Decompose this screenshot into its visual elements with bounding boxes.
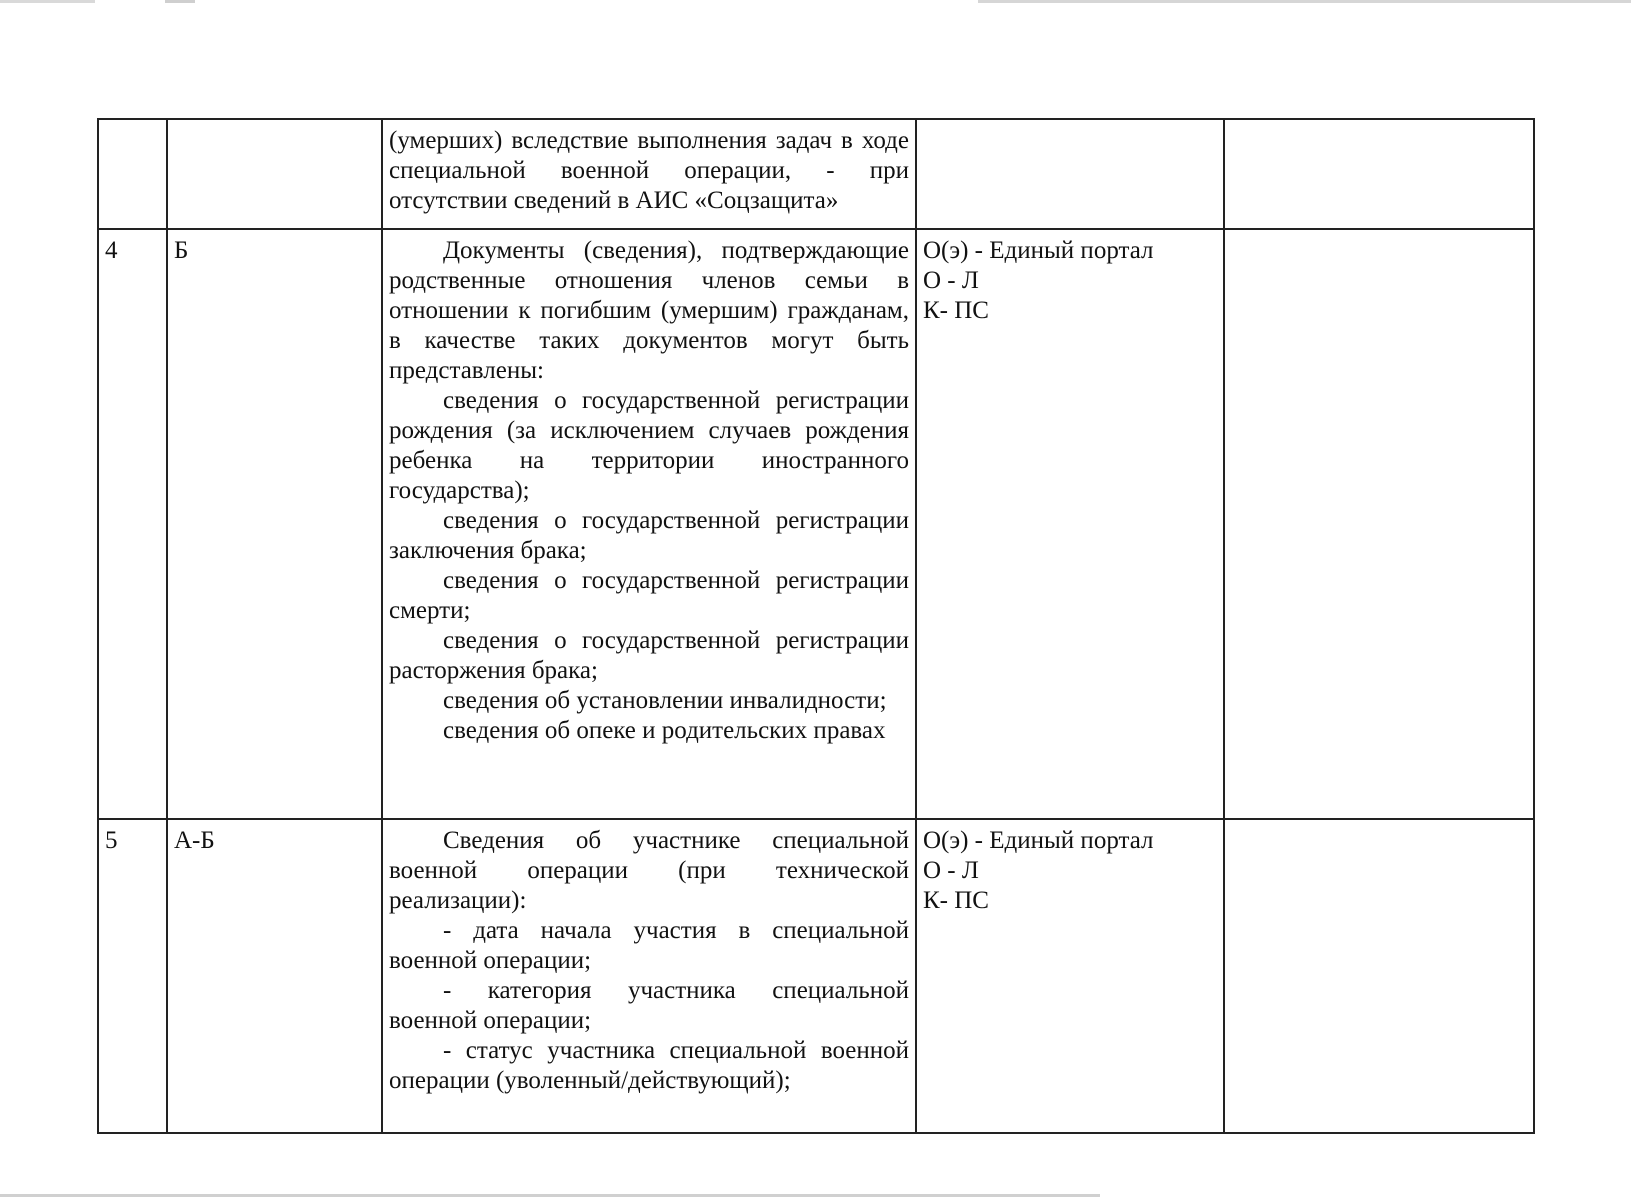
row-number [98,119,167,229]
document-paragraph: (умерших) вследствие выполнения задач в ходе специальной военной операции, - при отсутствии сведений в АИС «Соцзащита» [389,127,909,214]
document-paragraph: Сведения об участнике специальной военной операции (при технической реализации): [389,827,909,914]
document-paragraph: сведения о государственной регистрации заключения брака; [389,507,909,564]
document-paragraph: сведения о государственной регистрации расторжения брака; [389,627,909,684]
document-paragraph: - категория участника специальной военной операции; [389,977,909,1034]
document-paragraph: сведения об установлении инвалидности; [443,687,887,714]
scan-edge-bottom [0,1194,1100,1197]
document-paragraph: сведения о государственной регистрации смерти; [389,567,909,624]
row-extra [1224,819,1534,1133]
row-methods [916,229,1224,819]
method-line: О(э) - Единый портал [923,827,1154,854]
row-extra [1224,119,1534,229]
row-methods [916,119,1224,229]
method-line: О - Л [923,267,979,294]
row-number: 5 [98,819,167,1133]
method-line: О - Л [923,857,979,884]
row-document [382,819,916,1133]
document-paragraph: - статус участника специальной военной операции (уволенный/действующий); [389,1037,909,1094]
row-category: А-Б [167,819,382,1133]
method-line: К- ПС [923,297,989,324]
row-document [382,119,916,229]
document-table [97,118,1535,1134]
method-line: О(э) - Единый портал [923,237,1154,264]
row-number: 4 [98,229,167,819]
scan-edge-top [0,0,1631,3]
document-paragraph: сведения об опеке и родительских правах [443,717,886,744]
table-row [98,229,1534,819]
row-methods [916,819,1224,1133]
table-row [98,119,1534,229]
document-paragraph: Документы (сведения), подтверждающие родственные отношения членов семьи в отношении к погибшим (умершим) гражданам, в качестве таких документов могут быть представлены: [389,237,909,384]
row-category [167,119,382,229]
row-document [382,229,916,819]
document-paragraph: - дата начала участия в специальной военной операции; [389,917,909,974]
method-line: К- ПС [923,887,989,914]
row-category: Б [167,229,382,819]
document-paragraph: сведения о государственной регистрации рождения (за исключением случаев рождения ребенка на территории иностранного государства); [389,387,909,504]
table-row [98,819,1534,1133]
row-extra [1224,229,1534,819]
